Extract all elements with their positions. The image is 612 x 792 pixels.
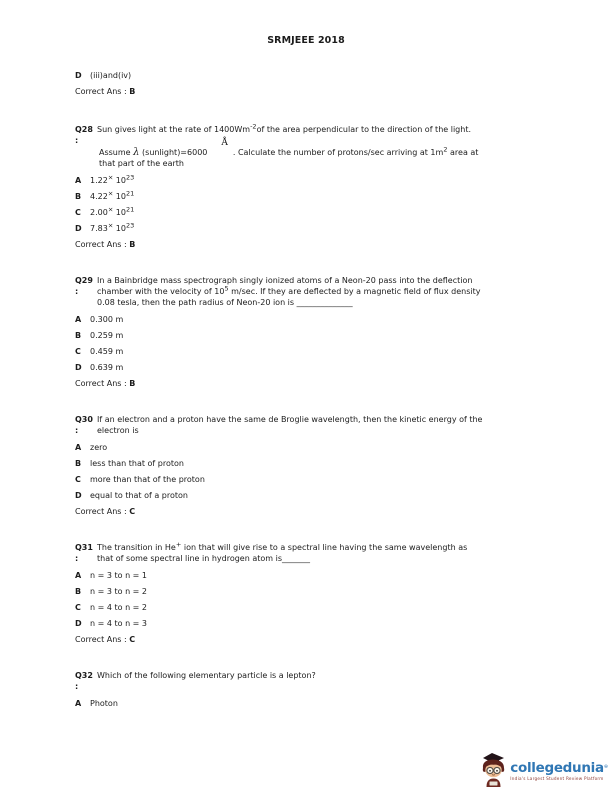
option-letter: A — [75, 699, 82, 708]
option-letter: B — [75, 587, 82, 596]
option-letter: D — [75, 71, 82, 80]
question-label — [75, 542, 97, 564]
option-text: 7.83× $10^{23}$ — [90, 221, 135, 233]
question-text-line: Sun gives light at the rate of $1400Wm^{-2}of$ the area perpendicular to the direction of the light. — [97, 122, 472, 134]
question-q28 — [75, 124, 567, 251]
option-row — [75, 330, 567, 342]
question-head — [75, 275, 567, 308]
question-text-line: The transition in He+ ion that will give rise to a spectral line having the same wavelength as that of some spectral line in hydrogen atom is_______ — [97, 540, 468, 563]
option-row — [75, 175, 567, 187]
option-letter: C — [75, 603, 81, 612]
correct-answer-line — [75, 239, 567, 251]
option-letter: B — [75, 192, 82, 201]
option-row — [75, 474, 567, 486]
options-list — [75, 698, 567, 710]
option-row — [75, 586, 567, 598]
option-letter: A — [75, 176, 82, 185]
option-text: 0.259 m — [90, 331, 124, 340]
option-text: 0.459 m — [90, 347, 124, 356]
option-letter: D — [75, 224, 82, 233]
correct-answer-letter: C — [129, 507, 136, 516]
option-text: less than that of proton — [90, 459, 184, 468]
question-colon: : — [75, 136, 79, 145]
option-row — [75, 191, 567, 203]
option-row — [75, 362, 567, 374]
question-text-line: If an electron and a proton have the same de Broglie wavelength, then the kinetic energy of the electron is — [97, 415, 483, 435]
option-text: 1.22× $10^{23}$ — [90, 173, 135, 185]
question-label — [75, 275, 97, 308]
question-text — [97, 414, 567, 436]
question-number: Q30 — [75, 415, 93, 424]
collegedunia-logo — [480, 753, 608, 789]
question-q30 — [75, 414, 567, 518]
collegedunia-wordmark: collegedunia® — [510, 760, 608, 776]
option-letter: C — [75, 347, 81, 356]
option-letter: C — [75, 475, 81, 484]
correct-answer-letter: B — [129, 87, 136, 96]
option-letter: A — [75, 443, 82, 452]
question-head — [75, 124, 567, 169]
option-row — [75, 618, 567, 630]
option-letter: D — [75, 491, 82, 500]
registered-mark: ® — [603, 765, 608, 770]
option-text: 0.639 m — [90, 363, 124, 372]
question-text — [97, 542, 567, 564]
options-list — [75, 175, 567, 235]
question-number: Q31 — [75, 543, 93, 552]
options-list — [75, 570, 567, 630]
question-colon: : — [75, 682, 79, 691]
collegedunia-mascot-icon — [480, 753, 507, 789]
option-text: equal to that of a proton — [90, 491, 188, 500]
collegedunia-logo-text — [510, 761, 608, 781]
option-letter: C — [75, 208, 81, 217]
question-text — [97, 670, 567, 692]
option-letter: B — [75, 331, 82, 340]
option-text: 2.00× $10^{21}$ — [90, 205, 135, 217]
option-letter: A — [75, 315, 82, 324]
correct-answer-letter: C — [129, 635, 136, 644]
option-text: more than that of the proton — [90, 475, 205, 484]
option-text: n = 3 to n = 2 — [90, 587, 148, 596]
option-row — [75, 490, 567, 502]
correct-answer-label: Correct Ans : — [75, 240, 130, 249]
correct-answer-label: Correct Ans : — [75, 87, 130, 96]
option-text: n = 4 to n = 3 — [90, 619, 148, 628]
option-text: 4.22× $10^{21}$ — [90, 189, 135, 201]
correct-answer-letter: B — [129, 379, 136, 388]
option-letter: A — [75, 571, 82, 580]
option-row — [75, 346, 567, 358]
option-letter: B — [75, 459, 82, 468]
question-label — [75, 124, 97, 169]
option-row — [75, 458, 567, 470]
question-q32 — [75, 670, 567, 710]
correct-answer-line — [75, 634, 567, 646]
options-list — [75, 442, 567, 502]
question-colon: : — [75, 287, 79, 296]
option-letter: D — [75, 619, 82, 628]
option-text: zero — [90, 443, 108, 452]
page-content — [75, 70, 567, 710]
option-row — [75, 207, 567, 219]
correct-answer-label: Correct Ans : — [75, 379, 130, 388]
question-head — [75, 670, 567, 692]
question-number: Q29 — [75, 276, 93, 285]
correct-answer-line — [75, 86, 567, 98]
question-text-continued: Assume λ (sunlight)=6000Å. Calculate the number of protons/sec arriving at $1m^2$ area at that part of the earth — [99, 138, 479, 168]
correct-answer-line — [75, 378, 567, 390]
collegedunia-tagline: India's Largest Student Review Platform — [510, 776, 604, 781]
option-row — [75, 570, 567, 582]
option-row — [75, 70, 567, 82]
option-row — [75, 314, 567, 326]
options-list — [75, 314, 567, 374]
option-text: n = 3 to n = 1 — [90, 571, 148, 580]
question-head — [75, 542, 567, 564]
correct-answer-line — [75, 506, 567, 518]
option-text: Photon — [90, 699, 118, 708]
correct-answer-label: Correct Ans : — [75, 635, 130, 644]
previous-question-remainder — [75, 70, 567, 98]
question-q29 — [75, 275, 567, 390]
option-text: 0.300 m — [90, 315, 124, 324]
page-title: SRMJEEE 2018 — [267, 35, 345, 46]
question-text — [97, 124, 567, 169]
question-number: Q28 — [75, 125, 93, 134]
option-row — [75, 442, 567, 454]
question-number: Q32 — [75, 671, 93, 680]
question-label — [75, 670, 97, 692]
question-colon: : — [75, 554, 79, 563]
correct-answer-letter: B — [129, 240, 136, 249]
question-text — [97, 275, 567, 308]
question-colon: : — [75, 426, 79, 435]
option-text: (iii)and(iv) — [90, 71, 132, 80]
question-label — [75, 414, 97, 436]
option-text: n = 4 to n = 2 — [90, 603, 148, 612]
option-letter: D — [75, 363, 82, 372]
question-text-line: In a Bainbridge mass spectrograph singly ionized atoms of a Neon-20 pass into the deflection chamber with the velocity of $10^5$ m/sec. If they are deflected by a magnetic field of flux density 0.08 tesla, then the path radius of Neon-20 ion is ______________ — [97, 276, 481, 307]
option-row — [75, 602, 567, 614]
question-q31 — [75, 542, 567, 646]
option-row — [75, 223, 567, 235]
question-head — [75, 414, 567, 436]
correct-answer-label: Correct Ans : — [75, 507, 130, 516]
question-text-line: Which of the following elementary particle is a lepton? — [97, 671, 316, 680]
option-row — [75, 698, 567, 710]
